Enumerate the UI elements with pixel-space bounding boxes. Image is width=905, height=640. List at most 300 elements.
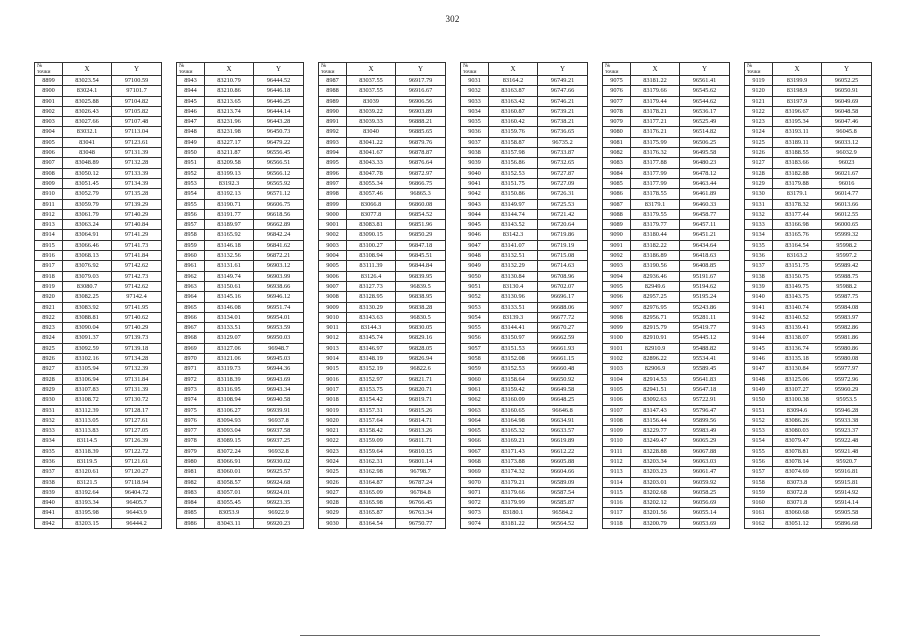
y-cell: 96495.58 (680, 148, 730, 158)
table-row (461, 106, 588, 116)
point-number-cell: 8955 (177, 199, 205, 209)
table-row (319, 374, 446, 384)
table-row (35, 364, 162, 374)
point-number-cell: 9115 (603, 487, 631, 497)
y-cell: 96047.46 (822, 117, 872, 127)
table-row (177, 199, 304, 209)
y-cell: 95191.67 (680, 271, 730, 281)
y-cell: 96032.9 (822, 148, 872, 158)
x-cell: 83213.65 (205, 96, 254, 106)
y-cell: 96479.22 (254, 137, 304, 147)
table-row (603, 127, 730, 137)
table-row (319, 384, 446, 394)
point-number-cell: 9132 (745, 209, 773, 219)
table-row (461, 508, 588, 518)
table-row (603, 86, 730, 96)
table-row (177, 158, 304, 168)
point-number-cell: 8935 (35, 446, 63, 456)
y-cell: 97107.48 (112, 117, 162, 127)
x-cell: 83154.42 (347, 395, 396, 405)
point-number-cell: 9116 (603, 498, 631, 508)
x-cell: 83128.95 (347, 292, 396, 302)
y-cell: 96650.92 (538, 374, 588, 384)
table-row (177, 446, 304, 456)
x-cell: 83165.87 (347, 508, 396, 518)
point-number-cell: 8949 (177, 137, 205, 147)
table-row (461, 168, 588, 178)
table-row (745, 209, 872, 219)
y-cell: 96661.15 (538, 354, 588, 364)
table-row (35, 127, 162, 137)
x-cell: 83090.04 (63, 323, 112, 333)
point-number-cell: 8946 (177, 106, 205, 116)
point-number-cell: 9079 (603, 117, 631, 127)
table-row (319, 168, 446, 178)
x-cell: 83090.15 (347, 230, 396, 240)
y-cell: 96480.23 (680, 158, 730, 168)
y-cell: 95488.82 (680, 343, 730, 353)
x-cell: 83050.12 (63, 168, 112, 178)
table-row (319, 487, 446, 497)
point-number-cell: 8988 (319, 86, 347, 96)
y-cell: 96584.2 (538, 508, 588, 518)
point-number-cell: 8985 (177, 508, 205, 518)
point-number-cell: 8907 (35, 158, 63, 168)
point-number-cell: 8980 (177, 456, 205, 466)
coordinate-table (460, 62, 588, 529)
x-cell: 83180.44 (631, 230, 680, 240)
x-cell: 83186.89 (631, 251, 680, 261)
y-cell: 96460.33 (680, 199, 730, 209)
point-number-cell: 9088 (603, 209, 631, 219)
table-row (603, 508, 730, 518)
y-cell: 95419.77 (680, 323, 730, 333)
x-cell: 83082.25 (63, 292, 112, 302)
point-number-cell: 9118 (603, 518, 631, 528)
x-cell: 83142.3 (489, 230, 538, 240)
y-cell: 96050.91 (822, 86, 872, 96)
point-number-cell: 8997 (319, 178, 347, 188)
y-cell: 97140.29 (112, 209, 162, 219)
y-cell: 96879.76 (396, 137, 446, 147)
point-number-cell: 9074 (461, 518, 489, 528)
point-number-cell: 9066 (461, 436, 489, 446)
x-cell: 82941.51 (631, 384, 680, 394)
point-number-cell: 8933 (35, 426, 63, 436)
y-cell: 96819.71 (396, 395, 446, 405)
point-number-cell: 9153 (745, 426, 773, 436)
y-cell: 95999.32 (822, 230, 872, 240)
table-row (35, 508, 162, 518)
point-number-cell: 9021 (319, 426, 347, 436)
table-row (177, 498, 304, 508)
table-row (461, 220, 588, 230)
table-row (745, 405, 872, 415)
table-row (35, 426, 162, 436)
x-cell: 83130.84 (489, 271, 538, 281)
y-cell: 96750.77 (396, 518, 446, 528)
y-header: Y (112, 63, 162, 76)
table-row (319, 178, 446, 188)
table-row (603, 456, 730, 466)
point-number-cell: 9012 (319, 333, 347, 343)
table-row (461, 96, 588, 106)
x-cell: 83179.66 (631, 86, 680, 96)
x-cell: 83162.31 (347, 456, 396, 466)
y-cell: 96811.71 (396, 436, 446, 446)
table-row (177, 281, 304, 291)
point-number-cell: 8961 (177, 261, 205, 271)
table-row (461, 477, 588, 487)
y-cell: 96443.28 (254, 117, 304, 127)
table-row (177, 323, 304, 333)
y-cell: 96923.35 (254, 498, 304, 508)
x-cell: 83057.01 (205, 487, 254, 497)
x-cell: 83149.74 (205, 271, 254, 281)
point-number-cell: 9037 (461, 137, 489, 147)
x-cell: 83078.81 (773, 446, 822, 456)
table-row (177, 518, 304, 528)
point-number-cell: 8999 (319, 199, 347, 209)
x-cell: 83150.75 (773, 271, 822, 281)
point-number-cell: 9073 (461, 508, 489, 518)
y-cell: 95916.81 (822, 467, 872, 477)
y-cell: 95899.56 (680, 415, 730, 425)
y-cell: 96585.87 (538, 498, 588, 508)
x-cell: 83145.16 (205, 292, 254, 302)
table-row (745, 240, 872, 250)
x-cell: 83118.39 (205, 374, 254, 384)
table-row (35, 271, 162, 281)
x-cell: 83169.21 (489, 436, 538, 446)
y-cell: 95946.28 (822, 405, 872, 415)
x-cell: 83088.81 (63, 312, 112, 322)
table-row (177, 364, 304, 374)
x-cell: 83150.61 (205, 281, 254, 291)
point-number-header (35, 63, 63, 76)
x-cell: 83130.84 (773, 364, 822, 374)
table-row (319, 117, 446, 127)
point-number-cell: 8943 (177, 76, 205, 86)
y-cell: 96463.44 (680, 178, 730, 188)
y-cell: 96056.69 (680, 498, 730, 508)
table-row (461, 456, 588, 466)
x-cell: 83141.07 (489, 240, 538, 250)
point-number-header (461, 63, 489, 76)
point-number-cell: 9085 (603, 178, 631, 188)
x-cell: 83132.56 (205, 251, 254, 261)
x-cell: 83060.01 (205, 467, 254, 477)
table-row (745, 137, 872, 147)
x-cell: 83228.88 (631, 446, 680, 456)
x-cell: 83100.38 (773, 395, 822, 405)
table-row (177, 354, 304, 364)
table-row (603, 96, 730, 106)
y-cell: 96727.87 (538, 168, 588, 178)
y-cell: 96943.69 (254, 374, 304, 384)
table-row (35, 199, 162, 209)
x-cell: 83130.29 (347, 302, 396, 312)
x-cell: 83100.27 (347, 240, 396, 250)
x-cell: 83116.95 (205, 384, 254, 394)
point-number-cell: 9147 (745, 364, 773, 374)
point-number-header (603, 63, 631, 76)
point-number-cell: 9135 (745, 240, 773, 250)
y-cell: 96033.12 (822, 137, 872, 147)
point-number-cell: 9087 (603, 199, 631, 209)
point-number-cell: 9054 (461, 312, 489, 322)
table-row (319, 312, 446, 322)
point-number-cell: 9130 (745, 189, 773, 199)
x-cell: 83147.43 (631, 405, 680, 415)
x-cell: 83083.92 (63, 302, 112, 312)
table-row (35, 251, 162, 261)
table-row (319, 106, 446, 116)
y-cell: 96049.69 (822, 96, 872, 106)
table-row (745, 323, 872, 333)
y-cell: 95998.2 (822, 240, 872, 250)
y-cell: 96670.27 (538, 323, 588, 333)
x-cell: 83094.93 (205, 415, 254, 425)
table-row (603, 354, 730, 364)
point-number-cell: 9136 (745, 251, 773, 261)
x-cell: 83025.88 (63, 96, 112, 106)
table-row (35, 240, 162, 250)
y-cell: 96545.62 (680, 86, 730, 96)
table-row (35, 230, 162, 240)
table-row (745, 436, 872, 446)
table-row (35, 518, 162, 528)
y-cell: 97142.73 (112, 271, 162, 281)
table-row (177, 117, 304, 127)
table-row (745, 518, 872, 528)
table-row (35, 261, 162, 271)
x-cell: 83143.63 (347, 312, 396, 322)
table-row (745, 354, 872, 364)
point-number-cell: 8926 (35, 354, 63, 364)
y-cell: 95195.24 (680, 292, 730, 302)
x-cell: 83157.98 (489, 148, 538, 158)
x-cell: 83151.75 (489, 178, 538, 188)
x-cell: 83027.66 (63, 117, 112, 127)
x-cell: 83074.69 (773, 467, 822, 477)
point-number-cell: 8910 (35, 189, 63, 199)
x-cell: 83231.96 (205, 117, 254, 127)
point-number-cell: 9155 (745, 446, 773, 456)
x-cell: 83102.16 (63, 354, 112, 364)
point-number-cell: 8932 (35, 415, 63, 425)
table-row (177, 137, 304, 147)
y-cell: 96736.65 (538, 127, 588, 137)
y-cell: 95980.86 (822, 343, 872, 353)
point-number-cell: 8941 (35, 508, 63, 518)
x-cell: 83071.8 (773, 498, 822, 508)
table-row (319, 426, 446, 436)
table-row (35, 415, 162, 425)
table-row (745, 456, 872, 466)
x-cell: 83202.12 (631, 498, 680, 508)
y-cell: 96951.74 (254, 302, 304, 312)
y-cell: 96939.91 (254, 405, 304, 415)
table-row (745, 168, 872, 178)
point-number-cell: 9098 (603, 312, 631, 322)
table-row (319, 405, 446, 415)
y-cell: 97141.84 (112, 251, 162, 261)
point-number-cell: 9052 (461, 292, 489, 302)
x-cell: 83041 (63, 137, 112, 147)
y-cell: 96924.68 (254, 477, 304, 487)
table-row (35, 137, 162, 147)
table-row (319, 86, 446, 96)
point-number-cell: 9076 (603, 86, 631, 96)
table-row (745, 199, 872, 209)
point-number-cell: 9099 (603, 323, 631, 333)
y-cell: 95534.41 (680, 354, 730, 364)
table-row (603, 436, 730, 446)
x-header: X (63, 63, 112, 76)
point-number-cell: 9133 (745, 220, 773, 230)
table-row (745, 415, 872, 425)
point-number-cell: 9105 (603, 384, 631, 394)
x-cell: 83177.99 (631, 168, 680, 178)
table-row (603, 384, 730, 394)
table-row (745, 312, 872, 322)
table-row (461, 148, 588, 158)
y-cell: 96878.87 (396, 148, 446, 158)
table-row (177, 148, 304, 158)
point-number-cell: 8971 (177, 364, 205, 374)
x-cell: 83163.87 (489, 86, 538, 96)
x-cell: 83203.23 (631, 467, 680, 477)
table-row (745, 127, 872, 137)
x-cell: 83158.87 (489, 137, 538, 147)
x-cell: 83092.59 (63, 343, 112, 353)
point-number-cell: 9000 (319, 209, 347, 219)
point-number-cell: 9015 (319, 364, 347, 374)
point-number-cell: 9097 (603, 302, 631, 312)
point-number-cell: 8969 (177, 343, 205, 353)
x-cell: 83175.99 (631, 137, 680, 147)
table-row (177, 230, 304, 240)
table-row (745, 220, 872, 230)
point-number-cell: 8950 (177, 148, 205, 158)
table-row (745, 76, 872, 86)
y-cell: 96801.14 (396, 456, 446, 466)
x-cell: 83157.64 (347, 415, 396, 425)
x-cell: 83149.75 (773, 281, 822, 291)
x-cell: 83125.06 (773, 374, 822, 384)
point-number-cell: 9106 (603, 395, 631, 405)
y-cell: 96564.52 (538, 518, 588, 528)
x-cell: 83127.73 (347, 281, 396, 291)
y-cell: 95921.48 (822, 446, 872, 456)
x-cell: 83132.51 (489, 251, 538, 261)
table-row (461, 446, 588, 456)
y-cell: 97141.95 (112, 302, 162, 312)
x-cell: 83164.54 (347, 518, 396, 528)
coordinate-table (744, 62, 872, 529)
x-cell: 83192.13 (205, 189, 254, 199)
point-number-cell: 9134 (745, 230, 773, 240)
y-cell: 97127.61 (112, 415, 162, 425)
table-row (177, 240, 304, 250)
x-cell: 83136.74 (773, 343, 822, 353)
table-row (177, 333, 304, 343)
point-number-cell: 9120 (745, 86, 773, 96)
table-row (177, 343, 304, 353)
point-number-cell: 8906 (35, 148, 63, 158)
x-cell: 83182.22 (631, 240, 680, 250)
x-cell: 83106.27 (205, 405, 254, 415)
point-number-cell: 8983 (177, 487, 205, 497)
x-cell: 83177.88 (631, 158, 680, 168)
x-cell: 83190.71 (205, 199, 254, 209)
x-cell: 83202.68 (631, 487, 680, 497)
table-row (319, 209, 446, 219)
x-cell: 83059.79 (63, 199, 112, 209)
x-cell: 83151.53 (489, 343, 538, 353)
x-cell: 83052.79 (63, 189, 112, 199)
y-cell: 97139.18 (112, 343, 162, 353)
y-cell: 95953.5 (822, 395, 872, 405)
point-number-cell: 9040 (461, 168, 489, 178)
x-cell: 83107.27 (773, 384, 822, 394)
point-number-cell: 9059 (461, 364, 489, 374)
table-row (745, 292, 872, 302)
point-number-cell: 9150 (745, 395, 773, 405)
table-row (319, 364, 446, 374)
x-cell: 83201.56 (631, 508, 680, 518)
y-cell: 96838.95 (396, 292, 446, 302)
table-row (461, 312, 588, 322)
table-row (177, 168, 304, 178)
point-number-cell: 9035 (461, 117, 489, 127)
point-number-cell: 9108 (603, 415, 631, 425)
x-cell: 82956.71 (631, 312, 680, 322)
point-number-cell: 9004 (319, 251, 347, 261)
point-number-cell: 9039 (461, 158, 489, 168)
y-cell: 97142.62 (112, 261, 162, 271)
x-cell: 83179.66 (489, 487, 538, 497)
point-number-cell: 8973 (177, 384, 205, 394)
y-cell: 96924.01 (254, 487, 304, 497)
table-row (745, 343, 872, 353)
point-number-cell: 8956 (177, 209, 205, 219)
table-row (35, 86, 162, 96)
y-cell: 96938.66 (254, 281, 304, 291)
x-cell: 83177.21 (631, 117, 680, 127)
table-row (177, 395, 304, 405)
table-row (319, 518, 446, 528)
y-cell: 95905.58 (822, 508, 872, 518)
point-number-cell: 9060 (461, 374, 489, 384)
table-header-row (745, 63, 872, 76)
x-cell: 83080.03 (773, 426, 822, 436)
point-number-cell: 9051 (461, 281, 489, 291)
x-cell: 83061.79 (63, 209, 112, 219)
point-number-cell: 9028 (319, 498, 347, 508)
x-cell: 83064.91 (63, 230, 112, 240)
point-number-cell: 8958 (177, 230, 205, 240)
point-number-cell: 8930 (35, 395, 63, 405)
y-cell: 96888.21 (396, 117, 446, 127)
point-number-cell: 8987 (319, 76, 347, 86)
y-cell: 96906.56 (396, 96, 446, 106)
x-cell: 83114.5 (63, 436, 112, 446)
table-row (35, 209, 162, 219)
table-row (603, 364, 730, 374)
table-row (603, 158, 730, 168)
